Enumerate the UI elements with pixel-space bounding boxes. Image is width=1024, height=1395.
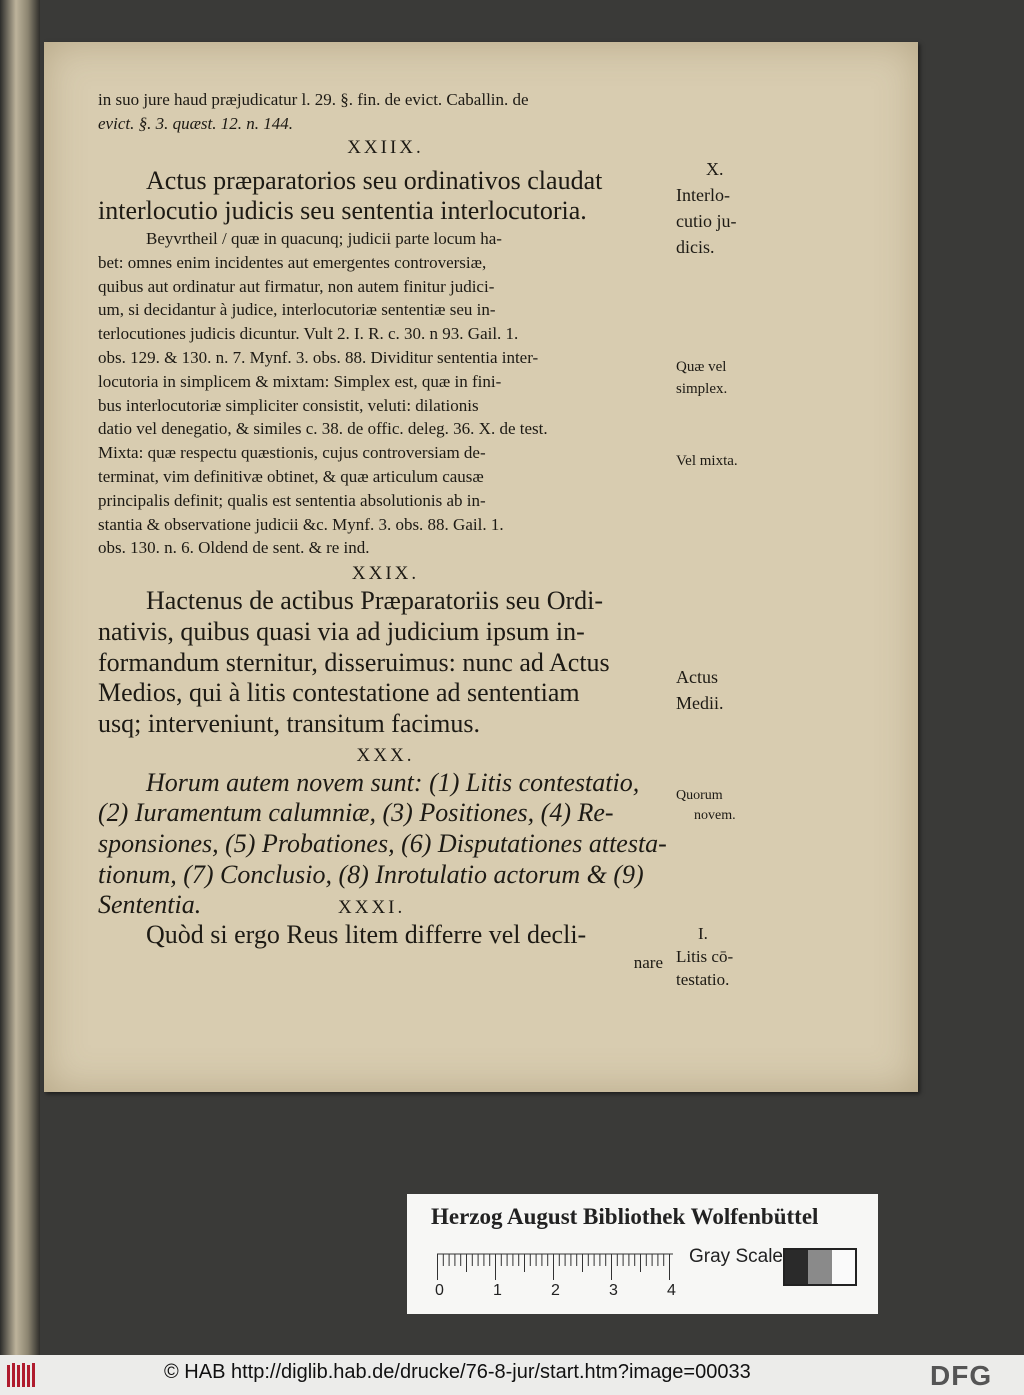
text-line: Medios, qui à litis contestatione ad sententiam [98,678,580,708]
color-ruler-card [407,1194,878,1314]
ruler-number: 3 [609,1282,618,1299]
margin-line: Medii. [676,693,724,713]
library-name: Herzog August Bibliothek Wolfenbüttel [431,1204,819,1229]
text-line: Actus præparatorios seu ordinativos claudat [146,165,603,195]
text-line: evict. §. 3. quæst. 12. n. 144. [98,113,294,133]
text-line: interlocutio judicis seu sententia interlocutoria. [98,196,587,226]
text-line: Mixta: quæ respectu quæstionis, cujus controversiam de- [98,443,486,463]
page-text-block [98,88,673,975]
margin-line: Quorum [676,788,723,803]
text-line: obs. 129. & 130. n. 7. Mynf. 3. obs. 88. Dividitur sententia inter- [98,347,539,367]
gray-scale-label: Gray Scale [689,1246,783,1267]
margin-line: I. [698,924,708,943]
text-line: usq; interveniunt, transitum facimus. [98,708,480,738]
dfg-logo: DFG [930,1360,993,1391]
text-line: um, si decidantur à judice, interlocutoriæ sententiæ seu in- [98,300,496,320]
margin-line: Interlo- [676,185,730,205]
text-line: formandum sternitur, disseruimus: nunc ad Actus [98,647,610,677]
text-line: Sententia. [98,890,202,920]
text-line: nare [633,953,663,973]
ruler-number: 0 [435,1282,444,1299]
text-line: nativis, quibus quasi via ad judicium ipsum in- [98,616,585,646]
margin-note-simplex [676,356,776,400]
ruler-number: 2 [551,1282,560,1299]
section-heading-30: XXX. [356,744,415,766]
margin-line: dicis. [676,237,715,257]
margin-note-mixta: Vel mixta. [676,453,738,469]
text-line: (2) Iuramentum calumniæ, (3) Positiones, (4) Re- [98,798,614,828]
swatch-dark [785,1250,808,1284]
text-line: principalis definit; qualis est sententia absolutionis ab in- [98,490,486,510]
margin-line: Actus [676,667,718,687]
text-line: Quòd si ergo Reus litem differre vel decli- [146,920,587,950]
margin-note-litis [676,922,776,991]
text-line: datio vel denegatio, & similes c. 38. de offic. deleg. 36. X. de test. [98,419,548,439]
margin-line: cutio ju- [676,211,737,231]
text-line: bus interlocutoriæ simpliciter consistit, veluti: dilationis [98,395,479,415]
margin-line: simplex. [676,381,728,397]
section-heading-29: XXIX. [351,563,420,585]
text-line: tionum, (7) Conclusio, (8) Inrotulatio actorum & (9) [98,859,644,889]
gray-scale-swatch [783,1248,857,1286]
section-heading-28: XXIIX. [347,136,424,158]
margin-line: testatio. [676,970,730,989]
text-line: Beyvrtheil / quæ in quacunq; judicii parte locum ha- [146,229,502,248]
hab-logo-icon [6,1361,40,1389]
footer-bar [0,1355,1024,1395]
text-line: stantia & observatione judicii &c. Mynf. 3. obs. 88. Gail. 1. [98,514,504,534]
margin-note-quorum [676,786,776,826]
margin-line: Quæ vel [676,359,727,375]
ruler-number: 4 [667,1282,676,1299]
text-line: sponsiones, (5) Probationes, (6) Disputationes attesta- [98,829,667,859]
swatch-mid [808,1250,831,1284]
text-line: obs. 130. n. 6. Oldend de sent. & re ind. [98,538,370,558]
margin-note-x [676,156,776,260]
text-line: bet: omnes enim incidentes aut emergentes controversiæ, [98,252,487,272]
swatch-light [832,1250,855,1284]
text-line: terlocutiones judicis dicuntur. Vult 2. I. R. c. 30. n 93. Gail. 1. [98,324,519,344]
copyright-url[interactable]: © HAB http://diglib.hab.de/drucke/76-8-jur/start.htm?image=00033 [164,1361,751,1383]
ruler-number: 1 [493,1282,502,1299]
section-heading-31: XXXI. [338,897,406,919]
margin-note-actus [676,664,776,716]
adjacent-page-edge [0,0,40,1355]
text-line: terminat, vim definitivæ obtinet, & quæ articulum causæ [98,466,484,486]
margin-line: novem. [694,808,736,823]
margin-line: Litis cō- [676,947,734,966]
text-line: quibus aut ordinatur aut firmatur, non autem finitur judici- [98,276,495,296]
text-line: in suo jure haud præjudicatur l. 29. §. fin. de evict. Caballin. de [98,90,529,109]
text-line: Horum autem novem sunt: (1) Litis contestatio, [146,767,640,797]
text-line: locutoria in simplicem & mixtam: Simplex est, quæ in fini- [98,371,502,391]
margin-line: X. [706,159,724,179]
text-line: Hactenus de actibus Præparatoriis seu Ordi- [146,586,604,616]
